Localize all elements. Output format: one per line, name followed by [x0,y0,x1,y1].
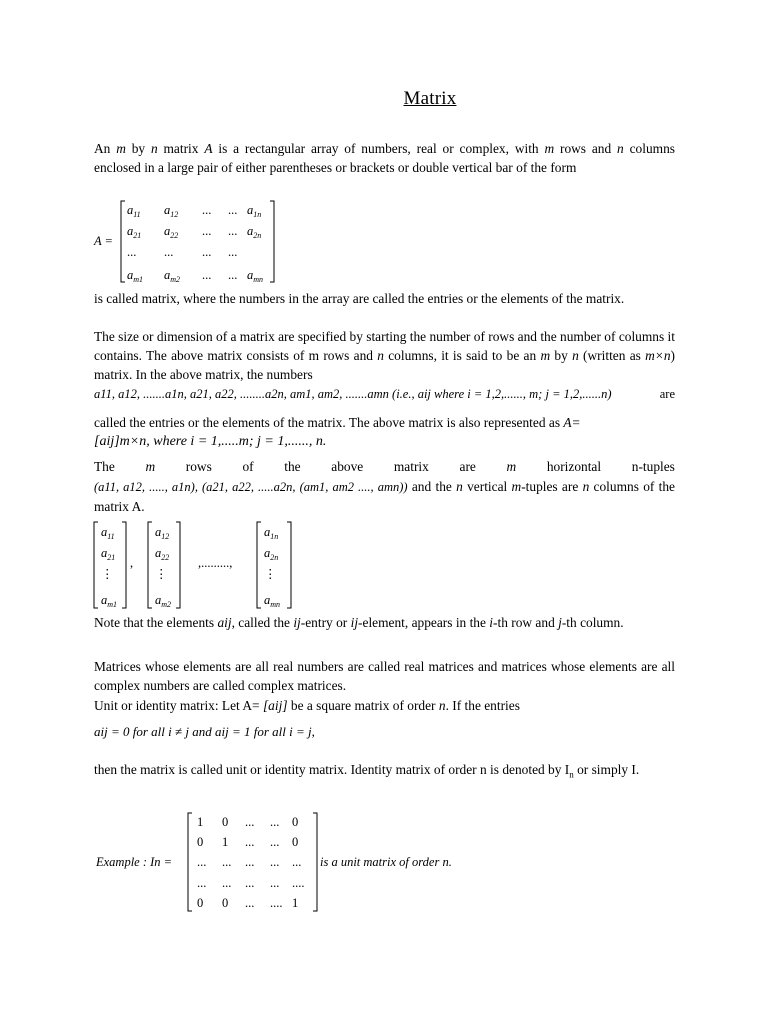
column-ellipsis: ,........., [198,556,233,570]
column-vector-entry: $a_{21}$ [101,546,116,562]
matrix-A-entry: $a_{1n}$ [247,203,262,219]
identity-matrix-entry: .... [270,896,283,910]
var-mxn: m×n [645,348,671,364]
identity-definition-paragraph [94,696,675,715]
text: are [659,387,675,401]
word: n-tuples [631,459,675,474]
word: matrix [393,459,429,474]
text: ) matrix. In the above matrix, the numbers [94,348,676,383]
var-i: i [489,615,494,630]
subscript-n: n [569,769,574,780]
column-vector-entry: $a_{m1}$ [101,593,118,609]
column-vector-entry: $a_{22}$ [155,546,170,562]
matrix-A-entry: $a_{m2}$ [164,268,181,284]
column-vector-entry: $a_{11}$ [101,525,115,541]
matrix-A-svg [94,198,294,284]
matrix-A-entry: ... [202,268,212,282]
entries-sequence: a11, a12, .......a1n, a21, a22, ........a2n, am1, am2, .......amn (i.e., aij where i = 1,2,......, m; j = 1,2,......n) [94,387,612,401]
text: -element, appears in the [358,615,490,630]
identity-matrix-entry: 1 [197,815,204,829]
column-vector-entry: ⋮ [155,567,168,581]
matrix-A-entry: $a_{21}$ [127,224,142,240]
matrix-A-entry: ... [202,224,212,238]
matrix-definition-paragraph: is called matrix, where the numbers in the array are called the entries or the elements of the matrix. [94,291,625,306]
element-aij: aij [217,615,232,630]
matrix-A-entry: $a_{22}$ [164,224,179,240]
column-vector-entry: $a_{mn}$ [264,593,281,609]
column-vectors-svg [94,520,304,610]
matrix-A-entry: ... [202,245,212,259]
var-n: n [572,348,579,364]
identity-paragraph [94,760,675,785]
text: An [94,141,117,156]
text: The size or dimension of a matrix are specified by starting the number of rows and the number of columns it contains. The above matrix consists of m rows and [94,329,675,364]
entries-sequence-line [94,385,675,404]
col1-right-bracket [122,522,126,608]
rows-line [94,457,675,476]
matrix-A-entry: ... [164,245,174,259]
matrix-A-entry: $a_{mn}$ [247,268,264,284]
identity-matrix-entry: 0 [292,835,299,849]
text: columns, it is said to be an [383,348,541,364]
text: -th column. [561,615,624,630]
text: called the entries or the elements of the matrix. The above matrix is also represented as [94,415,564,430]
identity-matrix-entry: ... [270,855,280,869]
identity-matrix-entry: .... [292,876,305,890]
column-vector-entry: $a_{12}$ [155,525,170,541]
word: are [459,459,476,474]
column-vector-entry: ⋮ [101,567,114,581]
column-vector-entry: $a_{1n}$ [264,525,279,541]
identity-matrix-entry: ... [270,815,280,829]
var-n: n [377,348,384,364]
var-j: j [558,615,562,630]
text: then the matrix is called unit or identity matrix. Identity matrix of order n is denoted by I [94,762,570,777]
note-paragraph [94,613,675,632]
identity-matrix-entry: ... [245,815,255,829]
row-tuples: (a11, a12, ....., a1n), (a21, a22, .....a2n, (am1, am2 ...., amn)) [94,480,408,494]
identity-matrix-entry: ... [245,835,255,849]
text: (written as [578,348,646,364]
identity-matrix-entry: ... [245,876,255,890]
matrix-A-entry: $a_{12}$ [164,203,179,219]
identity-matrix-entry: ... [222,855,232,869]
text: or simply I. [573,762,640,777]
identity-matrix-entry: ... [270,876,280,890]
var-m: m [511,479,522,494]
matrix-A-entry: ... [228,224,238,238]
element-aij: [aij] [262,698,288,713]
text: , called the [231,615,294,630]
identity-matrix-entry: ... [270,835,280,849]
tuples-paragraph [94,477,675,516]
word: of [242,459,254,474]
word: m [506,459,517,474]
text: rows and [554,141,618,156]
identity-matrix-entry: ... [197,876,207,890]
var-A: A [204,141,213,156]
var-n: n [150,141,158,156]
var-n: n [456,479,463,494]
identity-condition [94,722,675,741]
var-A: A= [563,415,581,430]
left-bracket [121,201,125,282]
matrix-A-entry: ... [127,245,137,259]
matrix-A-entry: ... [228,203,238,217]
text: columns of the matrix A. [94,479,675,515]
matrix-A-entry: ... [202,203,212,217]
column-vectors [94,520,304,610]
var-m: m [544,141,555,156]
matrix-A [94,198,294,284]
page-title: Matrix [403,88,457,109]
real-complex-paragraph: Matrices whose elements are all real numbers are called real matrices and matrices whose elements are all complex numbers are called complex matrices. [94,659,675,694]
text: is a rectangular array of numbers, real or complex, with [212,141,545,156]
text: vertical [462,479,512,494]
identity-left-bracket [188,813,192,911]
column-vector-entry: $a_{m2}$ [155,593,172,609]
identity-matrix-entry: ... [245,896,255,910]
represented-formula [94,432,675,451]
matrix-A-entry: ... [228,268,238,282]
identity-matrix-entry: 0 [292,815,299,829]
identity-matrix-entry: 0 [222,896,229,910]
identity-right-bracket [313,813,317,911]
matrix-A-entry: $a_{m1}$ [127,268,144,284]
text: and the [407,479,457,494]
column-vector-entry: ⋮ [264,567,277,581]
identity-matrix-example [94,810,514,915]
text: by [550,348,573,364]
identity-matrix-entry: 1 [292,896,299,910]
text: . If the entries [445,698,520,713]
identity-matrix-entry: ... [197,855,207,869]
text: -tuples are [521,479,583,494]
col3-right-bracket [287,522,291,608]
var-ij: ij [350,615,359,630]
identity-condition-formula: aij = 0 for all i ≠ j and aij = 1 for all i = j, [94,724,315,739]
col1-left-bracket [94,522,98,608]
text: be a square matrix of order [287,698,439,713]
identity-matrix-entry: ... [245,855,255,869]
text: Unit or identity matrix: Let A= [94,698,263,713]
example-lhs: Example : In = [96,855,173,869]
text: -entry or [300,615,351,630]
matrix-A-lhs: A = [94,234,113,248]
var-ij: ij [293,615,301,630]
example-rhs: is a unit matrix of order n. [320,855,452,869]
right-bracket [270,201,274,282]
column-separator: , [130,556,134,570]
var-m: m [116,141,126,156]
word: The [94,459,115,474]
represented-line [94,413,675,432]
identity-matrix-entry: 1 [222,835,229,849]
size-paragraph [94,327,675,385]
word: the [284,459,301,474]
matrix-A-entries [127,203,263,284]
identity-matrix-entry: ... [222,876,232,890]
column-entries [101,525,280,609]
matrix-A-entry: $a_{11}$ [127,203,141,219]
identity-matrix-svg [94,810,514,915]
word: rows [185,459,212,474]
identity-matrix-entry: ... [292,855,302,869]
matrix-notation: [aij]m×n, where i = 1,.....m; j = 1,......, n. [94,434,327,449]
text: Note that the elements [94,615,218,630]
col2-left-bracket [148,522,152,608]
var-n: n [438,698,446,713]
word: above [331,459,364,474]
column-vector-entry: $a_{2n}$ [264,546,279,562]
text: matrix [157,141,205,156]
word: horizontal [546,459,602,474]
identity-matrix-entry: 0 [222,815,229,829]
matrix-A-entry: $a_{2n}$ [247,224,262,240]
identity-matrix-entry: 0 [197,896,204,910]
var-n: n [617,141,624,156]
intro-paragraph [94,139,675,177]
text: by [125,141,151,156]
var-n: n [582,479,590,494]
matrix-A-entry: ... [228,245,238,259]
col3-left-bracket [257,522,261,608]
identity-entries [197,815,305,910]
identity-matrix-entry: 0 [197,835,204,849]
text: columns enclosed in a large pair of either parentheses or brackets or double vertical bar of the form [94,141,675,176]
text: -th row and [493,615,559,630]
var-m: m [540,348,551,364]
word: m [145,459,156,474]
col2-right-bracket [176,522,180,608]
